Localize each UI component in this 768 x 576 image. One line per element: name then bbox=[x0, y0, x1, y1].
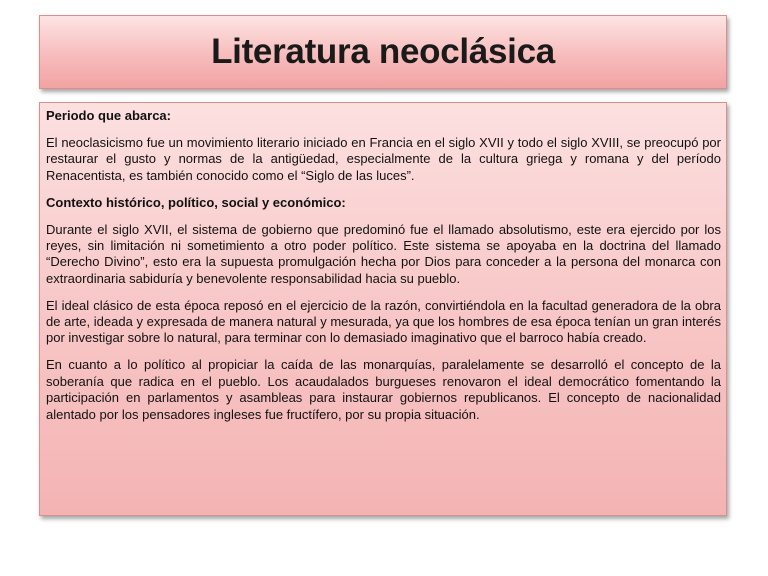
section-heading-periodo: Periodo que abarca: bbox=[46, 108, 171, 123]
paragraph-ideal-clasico: El ideal clásico de esta época reposó en el ejercicio de la razón, convirtiéndola en la facultad generadora de la obra de arte, ideada y expresada de manera natural y mesurada, ya que los hombres de esa época tenían un gran interés por investigar sobre lo natural, para terminar con lo demasiado imaginativo que el barroco había creado. bbox=[46, 297, 721, 346]
paragraph-absolutismo: Durante el siglo XVII, el sistema de gobierno que predominó fue el llamado absolutismo, este era ejercido por los reyes, sin limitación ni sometimiento a otro poder político. Este sistema se apoyaba en la doctrina del llamado “Derecho Divino”, esto era la supuesta promulgación hecha por Dios para conceder a la persona del monarca con extraordinaria sabiduría y benevolente responsabilidad hacia su pueblo. bbox=[46, 221, 721, 286]
content-box bbox=[39, 102, 727, 516]
title-box bbox=[39, 15, 727, 89]
paragraph-periodo: El neoclasicismo fue un movimiento literario iniciado en Francia en el siglo XVII y todo el siglo XVIII, se preocupó por restaurar el gusto y normas de la antigüedad, especialmente de la cultura griega y romana y del período Renacentista, es también conocido como el “Siglo de las luces”. bbox=[46, 134, 721, 183]
slide-title: Literatura neoclásica bbox=[211, 32, 555, 71]
paragraph-politico: En cuanto a lo político al propiciar la caída de las monarquías, paralelamente se desarrolló el concepto de la soberanía que radica en el pueblo. Los acaudalados burgueses renovaron el ideal democrático fomentando la participación en parlamentos y asambleas para instaurar gobiernos republicanos. El concepto de nacionalidad alentado por los pensadores ingleses fue fructífero, por su propia situación. bbox=[46, 357, 721, 422]
section-heading-contexto: Contexto histórico, político, social y económico: bbox=[46, 194, 346, 210]
